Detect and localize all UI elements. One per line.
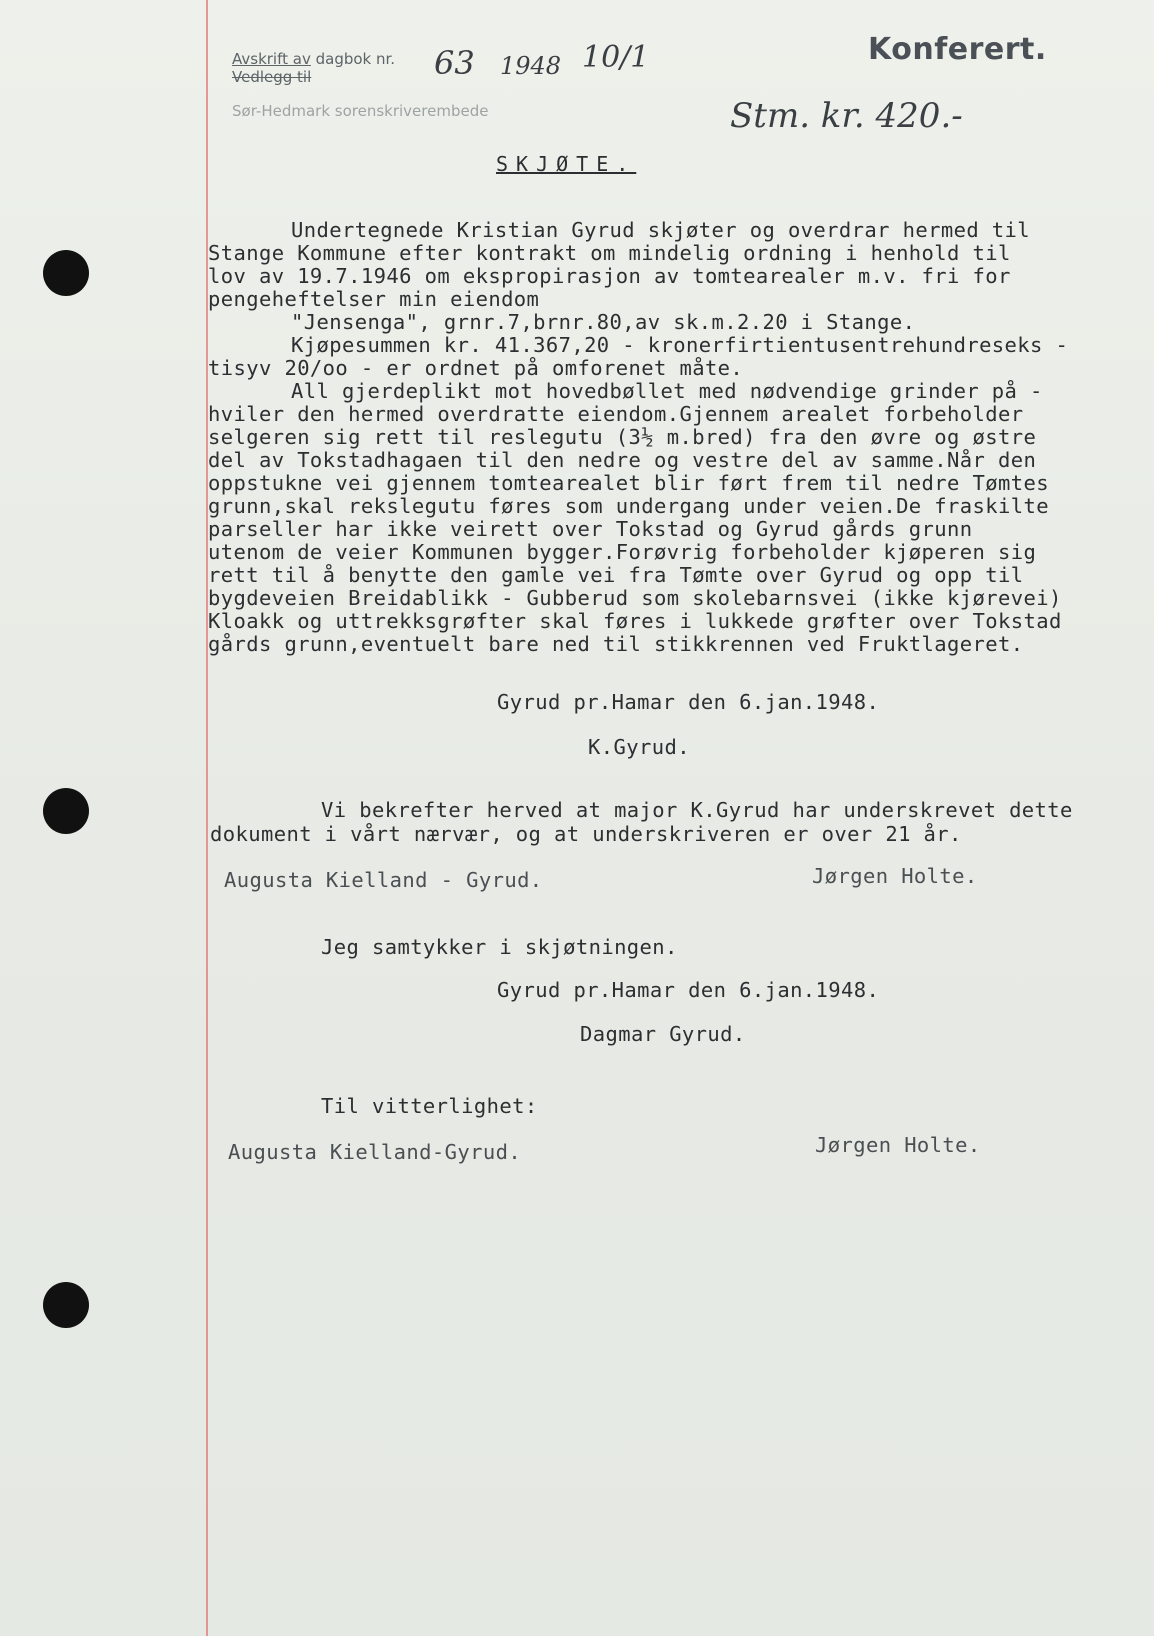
body-line: gårds grunn,eventuelt bare ned til stikkrennen ved Fruktlageret.	[208, 632, 1024, 656]
body-line: Stange Kommune efter kontrakt om mindelig ordning i henhold til	[208, 241, 1011, 265]
document-title: SKJØTE.	[496, 152, 637, 176]
witness-signature-a: Augusta Kielland - Gyrud.	[224, 868, 543, 892]
witness-signature-b: Jørgen Holte.	[812, 864, 978, 888]
journal-number: 63	[434, 44, 475, 82]
journal-date: 10/1	[582, 40, 650, 75]
body-line: del av Tokstadhagaen til den nedre og vestre del av samme.Når den	[208, 448, 1037, 472]
witness-statement-line: Vi bekrefter herved at major K.Gyrud har underskrevet dette	[321, 798, 1073, 822]
body-line: grunn,skal rekslegutu føres som undergang under veien.De fraskilte	[208, 494, 1049, 518]
attestation-heading: Til vitterlighet:	[321, 1094, 538, 1118]
body-line: lov av 19.7.1946 om ekspropirasjon av tomtearealer m.v. fri for	[208, 264, 1011, 288]
body-line: Kloakk og uttrekksgrøfter skal føres i lukkede grøfter over Tokstad	[208, 609, 1062, 633]
consent-line: Jeg samtykker i skjøtningen.	[321, 935, 678, 959]
signature-1: K.Gyrud.	[588, 735, 690, 759]
witness-signature-c: Augusta Kielland-Gyrud.	[228, 1140, 522, 1164]
fee-note: Stm. kr. 420.-	[730, 96, 963, 136]
body-line: oppstukne vei gjennem tomtearealet blir ført frem til nedre Tømtes	[208, 471, 1049, 495]
place-date-2: Gyrud pr.Hamar den 6.jan.1948.	[497, 978, 880, 1002]
body-line: Kjøpesummen kr. 41.367,20 - kronerfirtientusentrehundreseks -	[291, 333, 1069, 357]
body-line: All gjerdeplikt mot hovedbøllet med nødvendige grinder på -	[291, 379, 1043, 403]
punch-hole	[43, 1282, 89, 1328]
stamp-line-1	[232, 50, 395, 68]
body-line: parseller har ikke veirett over Tokstad og Gyrud gårds grunn	[208, 517, 973, 541]
body-line: bygdeveien Breidablikk - Gubberud som skolebarnsvei (ikke kjørevei)	[208, 586, 1062, 610]
body-line: hviler den hermed overdratte eiendom.Gjennem arealet forbeholder	[208, 402, 1024, 426]
punch-hole	[43, 250, 89, 296]
punch-hole	[43, 788, 89, 834]
place-date-1: Gyrud pr.Hamar den 6.jan.1948.	[497, 690, 880, 714]
stamp-journal-label: dagbok nr.	[315, 50, 396, 68]
stamp-line-2: Vedlegg til	[232, 68, 312, 86]
witness-signature-d: Jørgen Holte.	[815, 1133, 981, 1157]
body-line: "Jensenga", grnr.7,brnr.80,av sk.m.2.20 i Stange.	[291, 310, 916, 334]
body-line: utenom de veier Kommunen bygger.Forøvrig forbeholder kjøperen sig	[208, 540, 1037, 564]
body-line: selgeren sig rett til reslegutu (3½ m.bred) fra den øvre og østre	[208, 425, 1037, 449]
stamp-copy-label: Avskrift av	[232, 50, 311, 68]
witness-statement-line: dokument i vårt nærvær, og at underskriveren er over 21 år.	[210, 822, 962, 846]
body-line: tisyv 20/oo - er ordnet på omforenet måte.	[208, 356, 744, 380]
signature-2: Dagmar Gyrud.	[580, 1022, 746, 1046]
body-line: Undertegnede Kristian Gyrud skjøter og overdrar hermed til	[291, 218, 1031, 242]
journal-year: 1948	[500, 52, 562, 80]
body-line: pengeheftelser min eiendom	[208, 287, 540, 311]
body-line: rett til å benytte den gamle vei fra Tømte over Gyrud og opp til	[208, 563, 1024, 587]
stamp-line-3: Sør-Hedmark sorenskriverembede	[232, 102, 489, 120]
verified-stamp: Konferert.	[868, 32, 1047, 67]
